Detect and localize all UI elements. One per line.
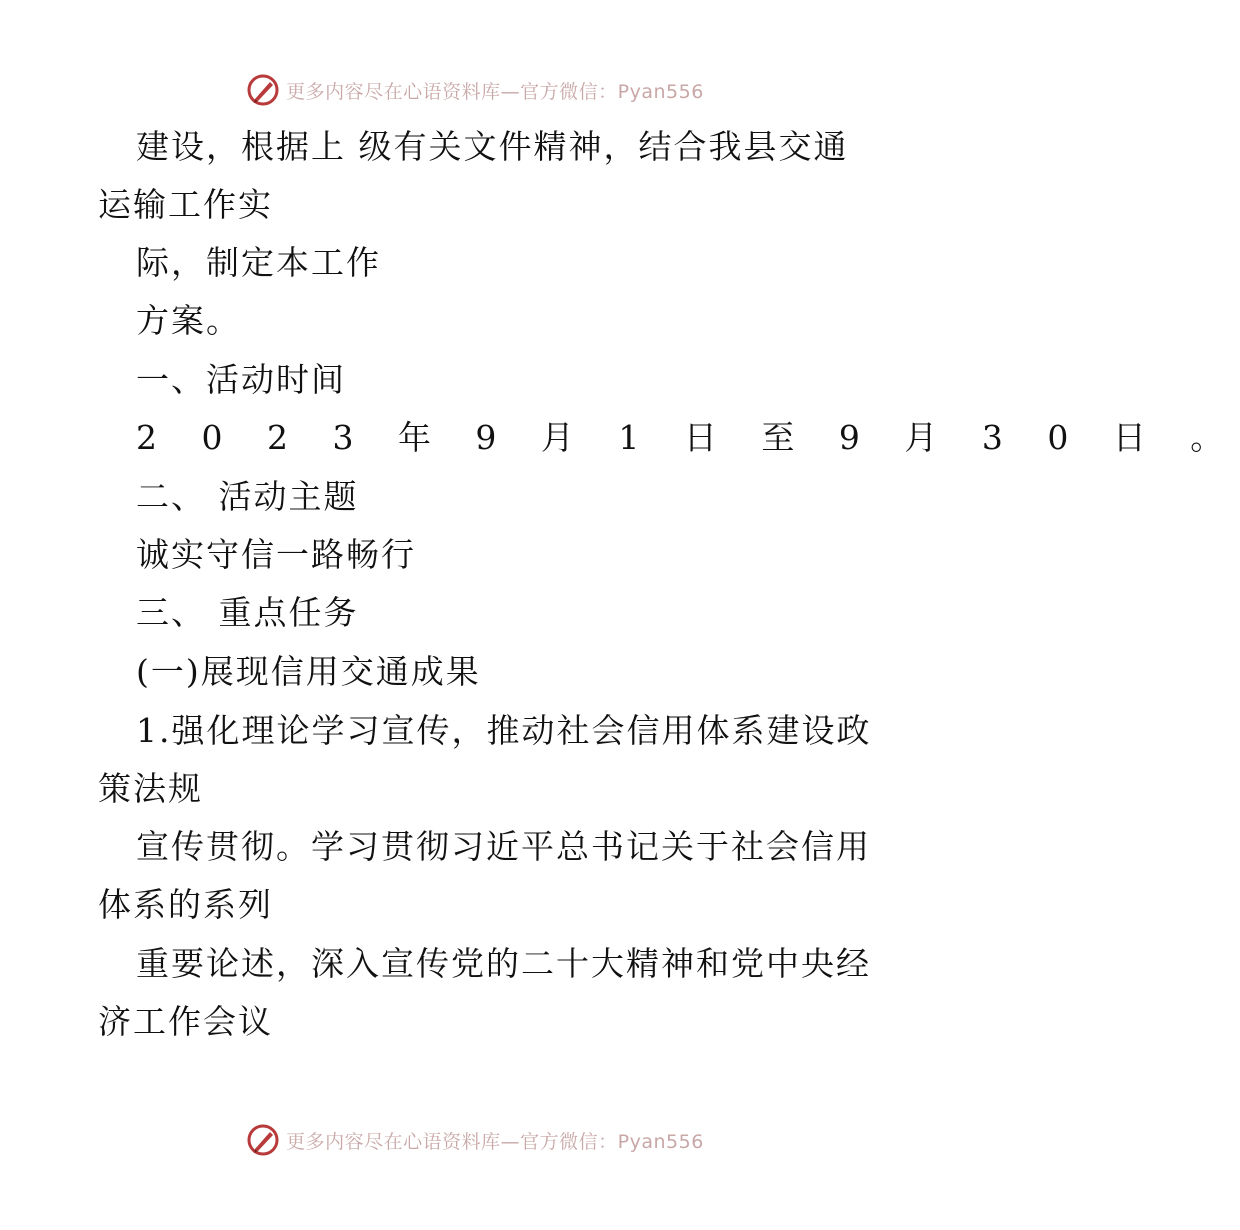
pen-logo-icon xyxy=(246,1123,280,1157)
paragraph-line: 际，制定本工作 xyxy=(136,243,381,282)
pen-logo-icon xyxy=(246,73,280,107)
activity-date: 2 0 2 3 年 9 月 1 日 至 9 月 3 0 日 。 xyxy=(136,418,1240,457)
paragraph-line: 运输工作实 xyxy=(98,185,273,224)
paragraph-line: 1.强化理论学习宣传，推动社会信用体系建设政 xyxy=(136,711,872,750)
watermark-header xyxy=(0,70,950,110)
paragraph-line: 策法规 xyxy=(98,769,203,808)
subsection-heading: (一)展现信用交通成果 xyxy=(136,652,481,691)
section-heading: 一、活动时间 xyxy=(136,360,346,399)
paragraph-line: 方案。 xyxy=(136,301,241,340)
section-heading: 二、 活动主题 xyxy=(136,477,359,516)
watermark-text: 更多内容尽在心语资料库—官方微信：Pyan556 xyxy=(286,80,704,103)
paragraph-line: 济工作会议 xyxy=(98,1002,273,1041)
watermark-text: 更多内容尽在心语资料库—官方微信：Pyan556 xyxy=(286,1130,704,1153)
watermark-footer xyxy=(0,1120,950,1160)
section-heading: 三、 重点任务 xyxy=(136,593,359,632)
paragraph-line: 体系的系列 xyxy=(98,885,273,924)
paragraph-line: 重要论述，深入宣传党的二十大精神和党中央经 xyxy=(136,944,871,983)
activity-theme: 诚实守信一路畅行 xyxy=(136,535,416,574)
paragraph-line: 宣传贯彻。学习贯彻习近平总书记关于社会信用 xyxy=(136,827,871,866)
paragraph-line: 建设，根据上 级有关文件精神，结合我县交通 xyxy=(136,127,849,166)
